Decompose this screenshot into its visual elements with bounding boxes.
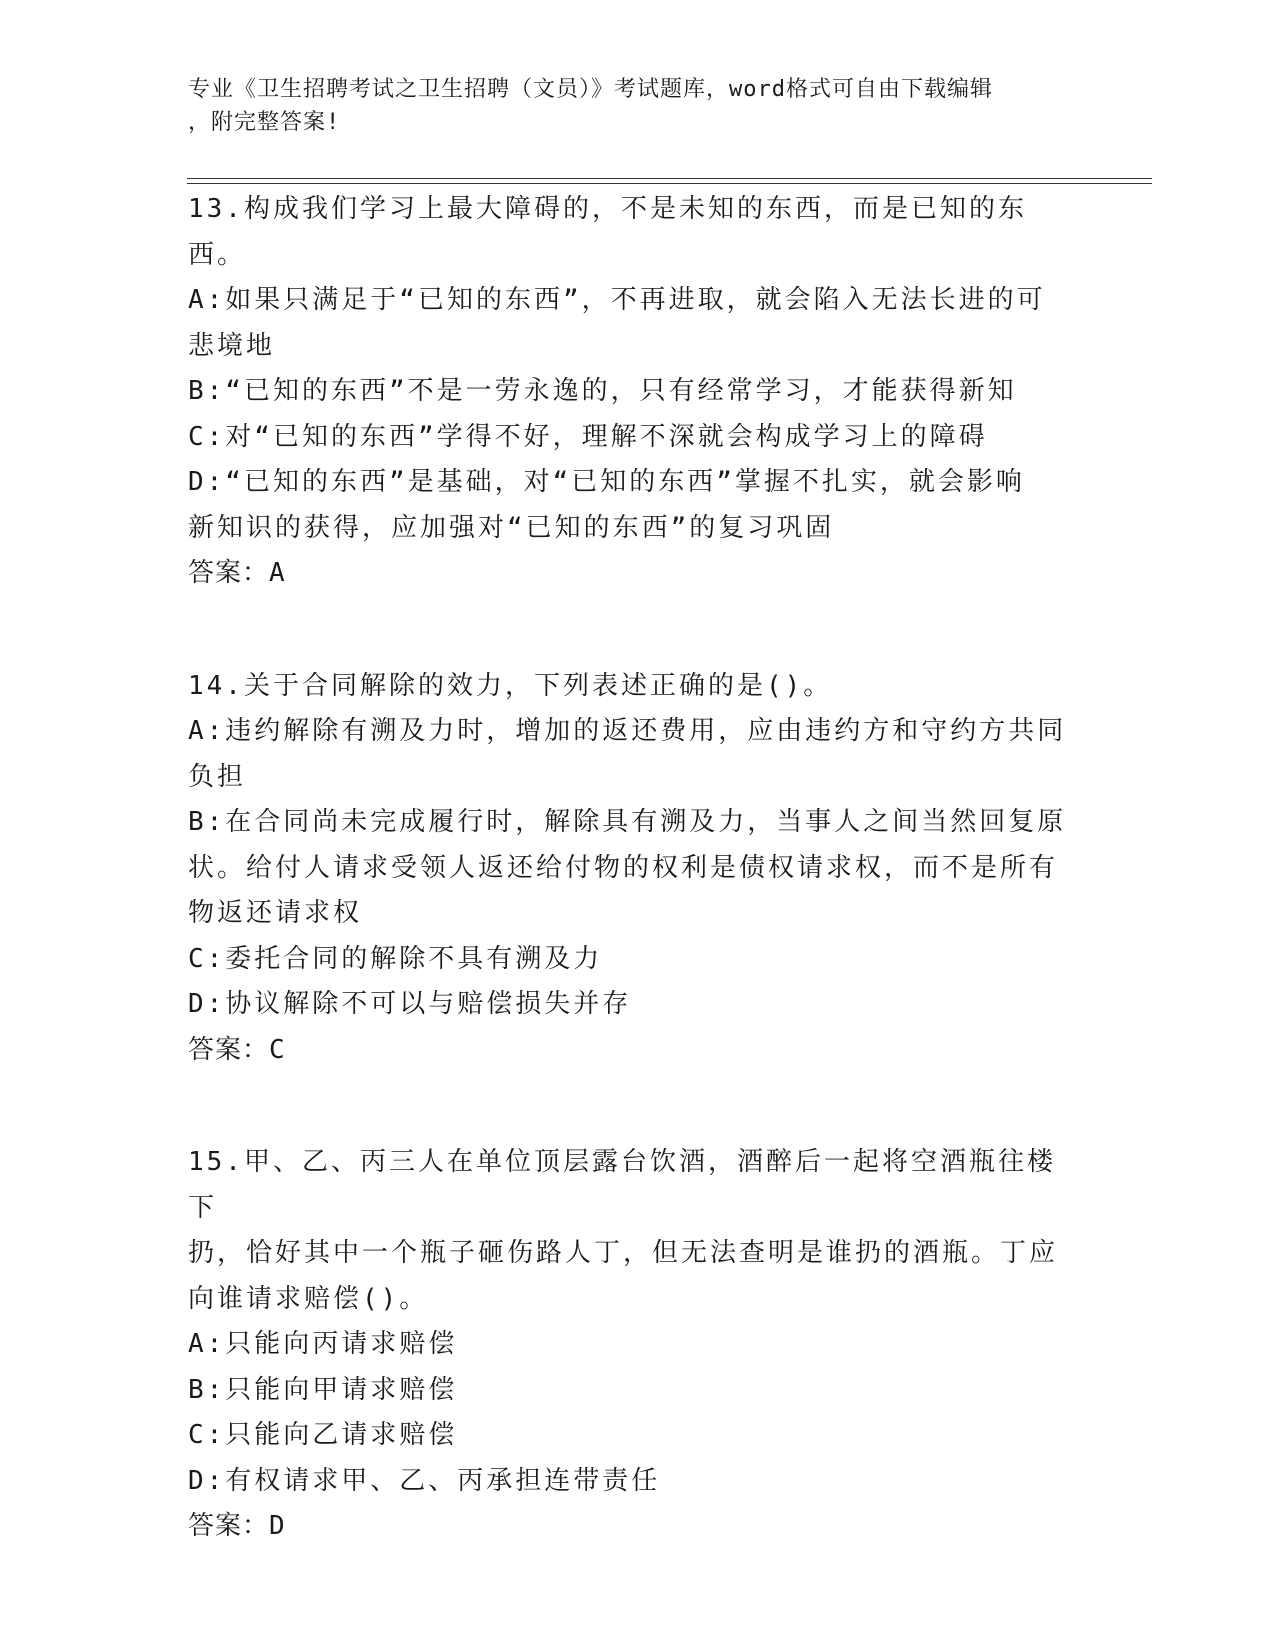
option-b: B:在合同尚未完成履行时，解除具有溯及力，当事人之间当然回复原 — [188, 807, 1067, 837]
answer-value: C — [269, 1034, 286, 1065]
option-a-continued: 负担 — [188, 761, 247, 792]
document-header — [188, 73, 1068, 139]
option-b: B:“已知的东西”不是一劳永逸的，只有经常学习，才能获得新知 — [188, 376, 1017, 406]
answer-line — [188, 551, 1078, 597]
option-b: B:只能向甲请求赔偿 — [188, 1374, 458, 1405]
option-c: C:对“已知的东西”学得不好，理解不深就会构成学习上的障碍 — [188, 421, 988, 452]
question-stem: 15.甲、乙、丙三人在单位顶层露台饮酒，酒醉后一起将空酒瓶往楼下 — [188, 1147, 1056, 1223]
question-15 — [188, 1140, 1078, 1550]
option-c: C:只能向乙请求赔偿 — [188, 1420, 458, 1450]
header-line-1: 专业《卫生招聘考试之卫生招聘（文员）》考试题库，word格式可自由下载编辑 — [188, 77, 993, 102]
option-a-continued: 悲境地 — [188, 330, 276, 361]
question-list — [188, 187, 1078, 1617]
question-stem-continued: 向谁请求赔偿()。 — [188, 1283, 429, 1314]
option-d: D:有权请求甲、乙、丙承担连带责任 — [188, 1465, 661, 1496]
option-b-continued: 状。给付人请求受领人返还给付物的权利是债权请求权，而不是所有 — [188, 852, 1059, 883]
question-14 — [188, 664, 1078, 1074]
option-a: A:违约解除有溯及力时，增加的返还费用，应由违约方和守约方共同 — [188, 716, 1067, 746]
answer-line — [188, 1504, 1078, 1550]
option-a: A:只能向丙请求赔偿 — [188, 1329, 458, 1359]
option-b-continued: 物返还请求权 — [188, 898, 363, 928]
question-13 — [188, 187, 1078, 597]
answer-value: D — [269, 1511, 286, 1541]
option-c: C:委托合同的解除不具有溯及力 — [188, 943, 603, 974]
question-stem: 14.关于合同解除的效力，下列表述正确的是()。 — [188, 670, 833, 701]
answer-label: 答案： — [188, 1034, 270, 1065]
question-stem: 13.构成我们学习上最大障碍的，不是未知的东西，而是已知的东西。 — [188, 194, 1027, 270]
option-a: A:如果只满足于“已知的东西”，不再进取，就会陷入无法长进的可 — [188, 285, 1046, 315]
answer-label: 答案： — [188, 558, 270, 588]
option-d: D:“已知的东西”是基础，对“已知的东西”掌握不扎实，就会影响 — [188, 467, 1025, 497]
header-line-2: ，附完整答案! — [188, 110, 341, 135]
option-d: D:协议解除不可以与赔偿损失并存 — [188, 989, 632, 1019]
answer-line — [188, 1028, 1078, 1074]
answer-value: A — [269, 558, 286, 588]
header-divider — [187, 178, 1152, 184]
option-d-continued: 新知识的获得，应加强对“已知的东西”的复习巩固 — [188, 512, 835, 543]
answer-label: 答案： — [188, 1511, 270, 1541]
question-stem-continued: 扔，恰好其中一个瓶子砸伤路人丁，但无法查明是谁扔的酒瓶。丁应 — [188, 1238, 1059, 1268]
